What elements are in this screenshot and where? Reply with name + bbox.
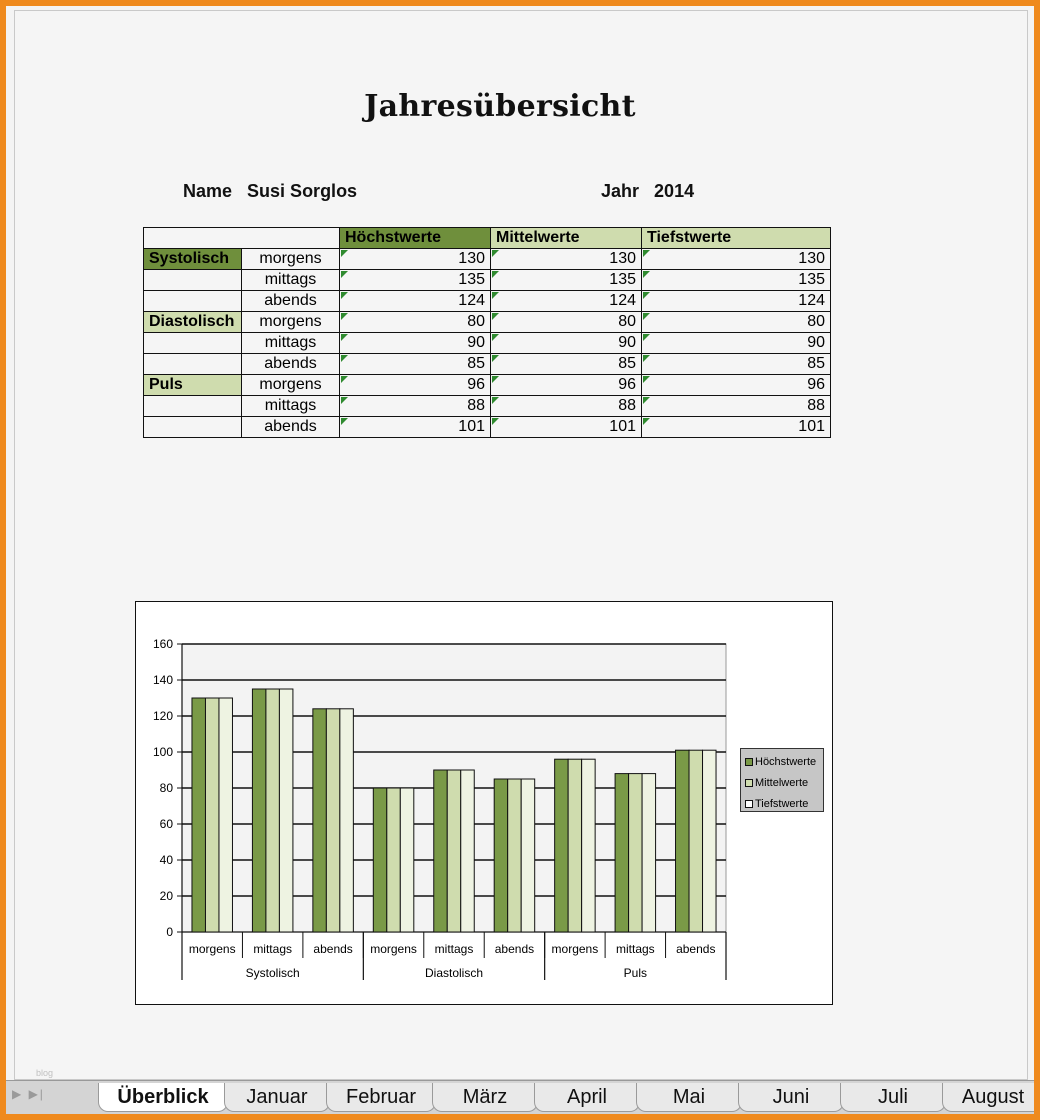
y-tick-label: 20 (159, 889, 173, 903)
bar (582, 759, 596, 932)
value-cell[interactable]: 90 (491, 333, 642, 354)
value-cell[interactable]: 124 (642, 291, 831, 312)
bar (568, 759, 582, 932)
bar (494, 779, 508, 932)
value-cell[interactable]: 96 (642, 375, 831, 396)
value-cell[interactable]: 101 (491, 417, 642, 438)
group-cell[interactable] (144, 354, 242, 375)
value-cell[interactable]: 101 (642, 417, 831, 438)
bar (676, 750, 690, 932)
sheet-tab[interactable]: Überblick (98, 1083, 228, 1112)
table-row (144, 333, 831, 354)
bar-chart[interactable] (135, 601, 833, 1005)
legend-swatch (745, 800, 753, 808)
name-value[interactable]: Susi Sorglos (247, 181, 358, 201)
value-cell[interactable]: 88 (491, 396, 642, 417)
bar (266, 689, 280, 932)
group-cell[interactable]: Diastolisch (144, 312, 242, 333)
y-tick-label: 60 (159, 817, 173, 831)
group-cell[interactable]: Systolisch (144, 249, 242, 270)
time-cell[interactable]: abends (242, 291, 340, 312)
year-label: Jahr (601, 181, 640, 201)
value-cell[interactable]: 96 (491, 375, 642, 396)
bar (629, 774, 643, 932)
sheet-tab[interactable]: Februar (326, 1083, 436, 1112)
y-tick-label: 40 (159, 853, 173, 867)
legend-item-tiefstwerte (745, 797, 808, 811)
value-cell[interactable]: 80 (642, 312, 831, 333)
value-cell[interactable]: 80 (491, 312, 642, 333)
bar (340, 709, 354, 932)
y-tick-label: 0 (166, 925, 173, 939)
y-tick-label: 80 (159, 781, 173, 795)
header-tiefstwerte[interactable]: Tiefstwerte (642, 228, 831, 249)
value-cell[interactable]: 90 (340, 333, 491, 354)
bar (219, 698, 233, 932)
value-cell[interactable]: 124 (491, 291, 642, 312)
table-row (144, 270, 831, 291)
legend-swatch (745, 758, 753, 766)
value-cell[interactable]: 130 (491, 249, 642, 270)
x-tick-label: abends (313, 942, 353, 956)
year-row (601, 181, 694, 202)
empty-header-cell (144, 228, 340, 249)
table-row (144, 249, 831, 270)
bar (192, 698, 206, 932)
app-frame (6, 6, 1034, 1114)
value-cell[interactable]: 88 (340, 396, 491, 417)
x-tick-label: abends (494, 942, 535, 956)
bar (387, 788, 401, 932)
legend-item-hoechstwerte (745, 755, 816, 769)
value-cell[interactable]: 130 (340, 249, 491, 270)
page-title: Jahresübersicht (364, 89, 636, 124)
bar (434, 770, 448, 932)
x-tick-label: morgens (370, 942, 417, 956)
y-tick-label: 140 (152, 673, 173, 687)
bar (508, 779, 522, 932)
value-cell[interactable]: 130 (642, 249, 831, 270)
bar (400, 788, 414, 932)
chart-legend[interactable] (740, 748, 824, 812)
table-row (144, 291, 831, 312)
header-hoechstwerte[interactable]: Höchstwerte (340, 228, 491, 249)
group-label: Puls (623, 966, 648, 980)
x-tick-label: mittags (615, 942, 655, 956)
bar (703, 750, 717, 932)
year-value[interactable]: 2014 (654, 181, 695, 201)
value-cell[interactable]: 88 (642, 396, 831, 417)
sheet-tab[interactable]: April (534, 1083, 640, 1112)
group-cell[interactable]: Puls (144, 375, 242, 396)
bar (689, 750, 703, 932)
time-cell[interactable]: abends (242, 417, 340, 438)
legend-item-mittelwerte (745, 776, 808, 790)
bar (373, 788, 387, 932)
bar (313, 709, 327, 932)
value-cell[interactable]: 135 (642, 270, 831, 291)
legend-label: Tiefstwerte (755, 798, 809, 810)
sheet-tab[interactable]: August (942, 1083, 1034, 1112)
bar (521, 779, 535, 932)
table-header-row (144, 228, 831, 249)
bar (555, 759, 569, 932)
watermark: blog (36, 1068, 54, 1078)
sheet-tab-bar (6, 1080, 1034, 1114)
value-cell[interactable]: 80 (340, 312, 491, 333)
chart-svg (136, 602, 832, 1004)
value-cell[interactable]: 85 (491, 354, 642, 375)
value-cell[interactable]: 85 (642, 354, 831, 375)
legend-label: Mittelwerte (755, 777, 809, 789)
time-cell[interactable]: morgens (242, 375, 340, 396)
legend-swatch (745, 779, 753, 787)
value-cell[interactable]: 135 (340, 270, 491, 291)
time-cell[interactable]: morgens (242, 249, 340, 270)
group-cell[interactable] (144, 396, 242, 417)
tab-scroll-arrows-icon[interactable]: ▶ ▶| (12, 1087, 45, 1101)
sheet-tab[interactable]: März (432, 1083, 538, 1112)
table-row (144, 312, 831, 333)
sheet-tab[interactable]: Juni (738, 1083, 844, 1112)
name-label: Name (183, 181, 233, 201)
sheet-tab[interactable]: Juli (840, 1083, 946, 1112)
table-row (144, 417, 831, 438)
name-row (183, 181, 357, 202)
bar (326, 709, 340, 932)
sheet-tab[interactable]: Mai (636, 1083, 742, 1112)
table-row (144, 354, 831, 375)
bar (447, 770, 461, 932)
time-cell[interactable]: morgens (242, 312, 340, 333)
value-cell[interactable]: 124 (340, 291, 491, 312)
time-cell[interactable]: mittags (242, 333, 340, 354)
time-cell[interactable]: abends (242, 354, 340, 375)
worksheet (14, 10, 1028, 1080)
bar (461, 770, 475, 932)
y-tick-label: 100 (152, 745, 173, 759)
y-tick-label: 120 (152, 709, 173, 723)
time-cell[interactable]: mittags (242, 396, 340, 417)
x-tick-label: abends (676, 942, 716, 956)
summary-table (143, 227, 831, 438)
bar (252, 689, 266, 932)
x-tick-label: morgens (551, 942, 599, 956)
bar (205, 698, 219, 932)
value-cell[interactable]: 85 (340, 354, 491, 375)
table-row (144, 396, 831, 417)
group-cell[interactable] (144, 333, 242, 354)
value-cell[interactable]: 90 (642, 333, 831, 354)
value-cell[interactable]: 101 (340, 417, 491, 438)
bar (279, 689, 293, 932)
header-mittelwerte[interactable]: Mittelwerte (491, 228, 642, 249)
x-tick-label: mittags (434, 942, 474, 956)
group-cell[interactable] (144, 270, 242, 291)
table-row (144, 375, 831, 396)
legend-label: Höchstwerte (755, 756, 817, 768)
time-cell[interactable]: mittags (242, 270, 340, 291)
value-cell[interactable]: 135 (491, 270, 642, 291)
group-label: Diastolisch (424, 966, 484, 980)
group-cell[interactable] (144, 291, 242, 312)
value-cell[interactable]: 96 (340, 375, 491, 396)
y-tick-label: 160 (152, 637, 173, 651)
x-tick-label: mittags (253, 942, 293, 956)
group-cell[interactable] (144, 417, 242, 438)
x-tick-label: morgens (188, 942, 236, 956)
sheet-tab[interactable]: Januar (224, 1083, 330, 1112)
bar (642, 774, 656, 932)
group-label: Systolisch (245, 966, 300, 980)
bar (615, 774, 629, 932)
